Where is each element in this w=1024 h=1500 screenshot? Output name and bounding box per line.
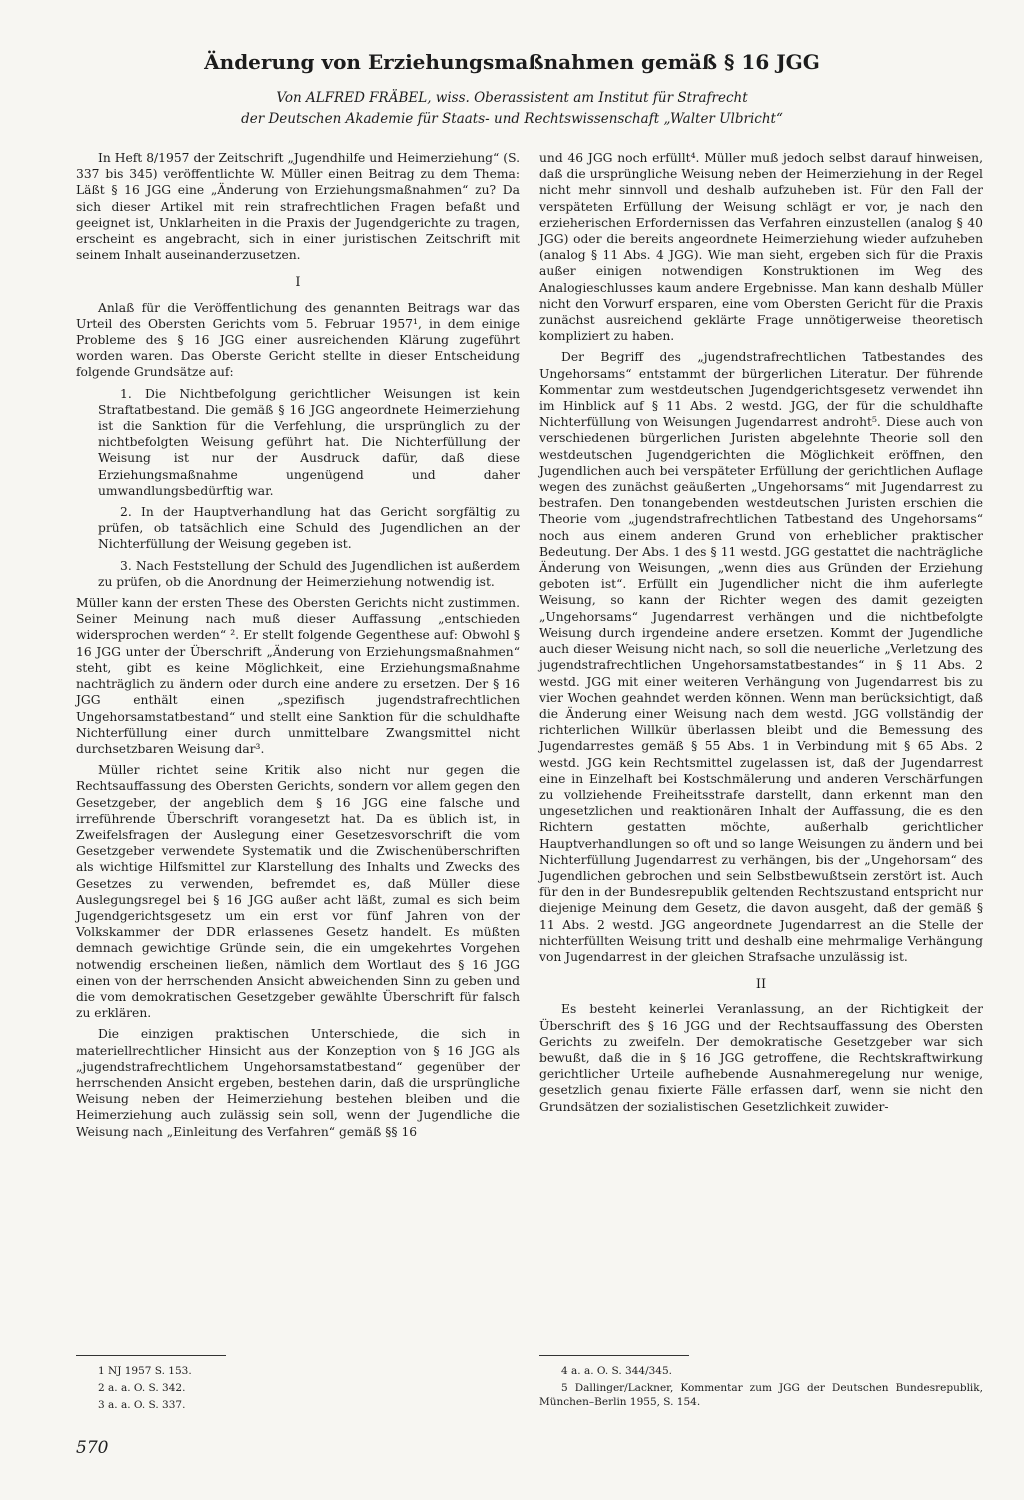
byline-line-2: der Deutschen Akademie für Staats- und Rechtswissenschaft „Walter Ulbricht“ [241, 111, 783, 127]
paragraph: Müller richtet seine Kritik also nicht nur gegen die Rechtsauffassung des Obersten Gerichts, sondern vor allem gegen den Gesetzgeber, der angeblich dem § 16 JGG eine falsche und irreführende Überschrift vorangesetzt hat. Da es üblich ist, in Zweifelsfragen der Auslegung einer Gesetzesvorschrift die vom Gesetzgeber verwendete Systematik und die Zwischenüberschriften als wichtige Hilfsmittel zur Klarstellung des Inhalts und Zwecks des Gesetzes zu verwenden, befremdet es, daß Müller diese Auslegungsregel bei § 16 JGG außer acht läßt, zumal es sich beim Jugendgerichtsgesetz um ein erst vor fünf Jahren von der Volkskammer der DDR erlassenes Gesetz handelt. Es müßten demnach gewichtige Gründe sein, die ein umgekehrtes Vorgehen notwendig erscheinen ließen, nämlich dem Wortlaut des § 16 JGG einen von der herrschenden Ansicht abweichenden Sinn zu geben und die vom demokratischen Gesetzgeber gewählte Überschrift für falsch zu erklären. [76, 763, 520, 1021]
footnote: 1 NJ 1957 S. 153. [98, 1365, 192, 1377]
right-column [539, 150, 983, 1120]
footnote-rule [76, 1355, 226, 1356]
footnote: 4 a. a. O. S. 344/345. [561, 1365, 673, 1377]
paragraph: In Heft 8/1957 der Zeitschrift „Jugendhilfe und Heimerziehung“ (S. 337 bis 345) veröffentlichte W. Müller einen Beitrag zu dem Thema: Läßt § 16 JGG eine „Änderung von Erziehungsmaßnahmen“ zu? Da sich dieser Artikel mit rein strafrechtlichen Fragen befaßt und geeignet ist, Unklarheiten in die Praxis der Jugendgerichte zu tragen, erscheint es angebracht, sich in einer juristischen Zeitschrift mit seinem Inhalt auseinanderzusetzen. [76, 151, 520, 263]
author-byline [0, 88, 1024, 130]
footnote: 5 Dallinger/Lackner, Kommentar zum JGG der Deutschen Bundesrepublik, München–Berlin 1955, S. 154. [539, 1382, 983, 1408]
page-number: 570 [76, 1438, 109, 1458]
section-heading: I [295, 275, 301, 291]
section-heading: II [755, 977, 767, 993]
paragraph: Müller kann der ersten These des Obersten Gerichts nicht zustimmen. Seiner Meinung nach muß dieser Auffassung „entschieden widersprochen werden“ ². Er stellt folgende Gegenthese auf: Obwohl § 16 JGG unter der Überschrift „Änderung von Erziehungsmaßnahmen“ steht, gibt es keine Möglichkeit, eine Erziehungsmaßnahme nachträglich zu ändern oder durch eine andere zu ersetzen. Der § 16 JGG enthält einen „spezifisch jugendstrafrechtlichen Ungehorsamstatbestand“ und stellt eine Sanktion für die schuldhafte Nichterfüllung einer durch unmittelbare Zwangsmittel nicht durchsetzbaren Weisung dar³. [76, 596, 520, 756]
left-column [76, 150, 520, 1145]
article-title: Änderung von Erziehungsmaßnahmen gemäß § 16 JGG [204, 50, 820, 74]
footnote: 2 a. a. O. S. 342. [98, 1382, 186, 1394]
footnote-rule [539, 1355, 689, 1356]
paragraph: und 46 JGG noch erfüllt⁴. Müller muß jedoch selbst darauf hinweisen, daß die ursprüngliche Weisung neben der Heimerziehung in der Regel nicht mehr sinnvoll und deshalb aufzuheben ist. Für den Fall der verspäteten Erfüllung der Weisung schlägt er vor, je nach den erzieherischen Erfordernissen das Verfahren einzustellen (analog § 40 JGG) oder die bereits angeordnete Heimerziehung wieder aufzuheben (analog § 11 Abs. 4 JGG). Wie man sieht, ergeben sich für die Praxis außer einigen notwendigen Konstruktionen im Weg des Analogieschlusses kaum andere Ergebnisse. Man kann deshalb Müller nicht den Vorwurf ersparen, eine vom Obersten Gericht für die Praxis zunächst ausreichend geklärte Frage unnötigerweise theoretisch kompliziert zu haben. [539, 151, 983, 344]
paragraph: Die einzigen praktischen Unterschiede, die sich in materiellrechtlicher Hinsicht aus der Konzeption von § 16 JGG als „jugendstrafrechtlichem Ungehorsamstatbestand“ gegenüber der herrschenden Ansicht ergeben, bestehen darin, daß die ursprüngliche Weisung neben der Heimerziehung bestehen bleiben und die Heimerziehung auch zulässig sein soll, wenn der Jugendliche die Weisung nach „Einleitung des Verfahren“ gemäß §§ 16 [76, 1027, 520, 1139]
paragraph: Es besteht keinerlei Veranlassung, an der Richtigkeit der Überschrift des § 16 JGG und der Rechtsauffassung des Obersten Gerichts zu zweifeln. Der demokratische Gesetzgeber war sich bewußt, daß die in § 16 JGG getroffene, die Rechtskraftwirkung gerichtlicher Urteile aufhebende Ausnahmeregelung nur wenige, gesetzlich genau fixierte Fälle erfassen darf, wenn sie nicht den Grundsätzen der sozialistischen Gesetzlichkeit zuwider- [539, 1002, 983, 1114]
paragraph: Anlaß für die Veröffentlichung des genannten Beitrags war das Urteil des Obersten Gerichts vom 5. Februar 1957¹, in dem einige Probleme des § 16 JGG einer ausreichenden Klärung zugeführt worden waren. Das Oberste Gericht stellte in dieser Entscheidung folgende Grundsätze auf: [76, 300, 520, 380]
list-item: 1. Die Nichtbefolgung gerichtlicher Weisungen ist kein Straftatbestand. Die gemäß § 16 JGG angeordnete Heimerziehung ist die Sanktion für die Verfehlung, die ursprünglich zu der nichtbefolgten Weisung geführt hat. Die Nichterfüllung der Weisung ist nur der Ausdruck dafür, daß diese Erziehungsmaßnahme ungenügend und daher umwandlungsbedürftig war. [98, 386, 520, 498]
list-item: 2. In der Hauptverhandlung hat das Gericht sorgfältig zu prüfen, ob tatsächlich eine Schuld des Jugendlichen an der Nichterfüllung der Weisung gegeben ist. [98, 505, 520, 552]
paragraph: Der Begriff des „jugendstrafrechtlichen Tatbestandes des Ungehorsams“ entstammt der bürgerlichen Literatur. Der führende Kommentar zum westdeutschen Jugendgerichtsgesetz verwendet ihn im Hinblick auf § 11 Abs. 2 westd. JGG, der für die schuldhafte Nichterfüllung von Weisungen Jugendarrest androht⁵. Diese auch von verschiedenen bürgerlichen Juristen abgelehnte Theorie soll den westdeutschen Jugendgerichten die Möglichkeit eröffnen, den Jugendlichen auch bei verspäteter Erfüllung der gerichtlichen Auflage wegen des zunächst geäußerten „Ungehorsams“ mit Jugendarrest zu bestrafen. Den tonangebenden westdeutschen Juristen erschien die Theorie vom „jugendstrafrechtlichen Tatbestand des Ungehorsams“ noch aus einem anderen Grund von erheblicher praktischer Bedeutung. Der Abs. 1 des § 11 westd. JGG gestattet die nachträgliche Änderung von Weisungen, „wenn dies aus Gründen der Erziehung geboten ist“. Erfüllt ein Jugendlicher nicht die ihm auferlegte Weisung, so kann der Richter wegen des damit gezeigten „Ungehorsams“ Jugendarrest verhängen und die nichtbefolgte Weisung durch irgendeine andere ersetzen. Kommt der Jugendliche auch dieser Weisung nicht nach, so soll die neuerliche „Verletzung des jugendstrafrechtlichen Ungehorsamstatbestandes“ in § 11 Abs. 2 westd. JGG mit einer weiteren Verhängung von Jugendarrest bis zu vier Wochen geahndet werden können. Wenn man berücksichtigt, daß die Änderung einer Weisung nach dem westd. JGG vollständig der richterlichen Willkür überlassen bleibt und die Bemessung des Jugendarrestes gemäß § 55 Abs. 1 in Verbindung mit § 65 Abs. 2 westd. JGG kein Rechtsmittel zugelassen ist, daß der Jugendarrest eine in Einzelhaft bei Kostschmälerung und anderen Verschärfungen zu vollziehende Freiheitsstrafe darstellt, dann erkennt man den ungesetzlichen und reaktionären Inhalt der Auffassung, die es den Richtern gestatten möchte, außerhalb gerichtlicher Hauptverhandlungen so oft und so lange Weisungen zu ändern und bei Nichterfüllung Jugendarrest zu verhängen, bis der „Ungehorsam“ des Jugendlichen gebrochen und sein Selbstbewußtsein zerstört ist. Auch für den in der Bundesrepublik geltenden Rechtszustand entspricht nur diejenige Meinung dem Gesetz, die davon ausgeht, daß der gemäß § 11 Abs. 2 westd. JGG angeordnete Jugendarrest an die Stelle der nichterfüllten Weisung tritt und deshalb eine mehrmalige Verhängung von Jugendarrest in der gleichen Strafsache unzulässig ist. [539, 350, 983, 964]
byline-line-1: Von ALFRED FRÄBEL, wiss. Oberassistent am Institut für Strafrecht [276, 90, 748, 106]
footnotes-left [76, 1355, 520, 1415]
footnotes-right [539, 1355, 983, 1412]
list-item: 3. Nach Feststellung der Schuld des Jugendlichen ist außerdem zu prüfen, ob die Anordnung der Heimerziehung notwendig ist. [98, 558, 520, 589]
footnote: 3 a. a. O. S. 337. [98, 1399, 186, 1411]
